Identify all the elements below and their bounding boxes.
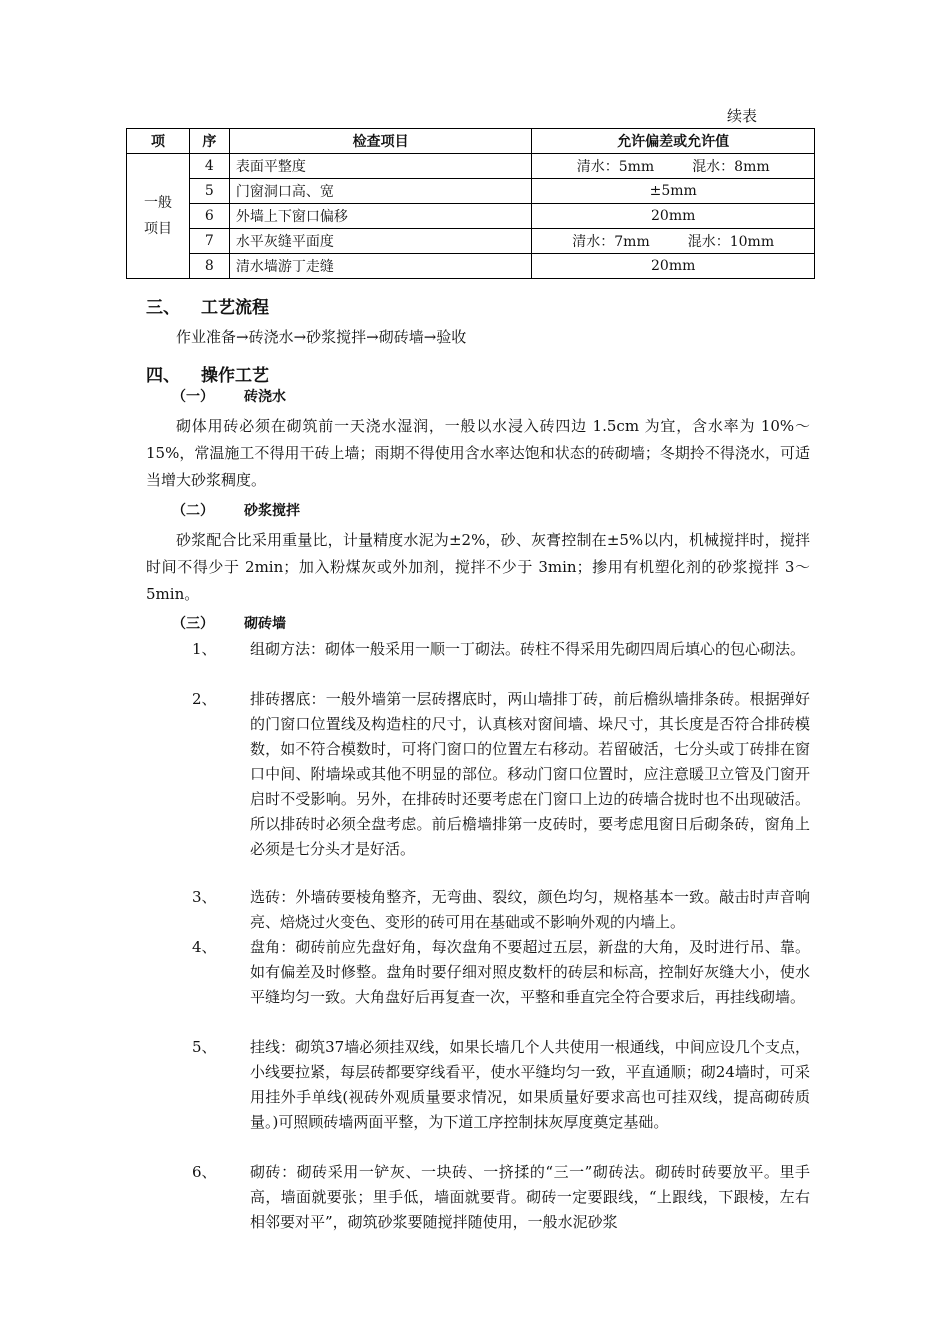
section-3-heading: 三、 工艺流程 <box>146 298 269 318</box>
col-header-category: 项 <box>127 129 190 154</box>
group-label: 一般 项目 <box>127 154 190 279</box>
sub-2-paragraph: 砂浆配合比采用重量比，计量精度水泥为±2%，砂、灰膏控制在±5%以内，机械搅拌时，搅拌时间不得少于 2min；加入粉煤灰或外加剂，搅拌不少于 3min；掺用有机塑化剂的砂浆搅拌 3～5min。 <box>146 531 810 603</box>
table-row <box>127 154 815 179</box>
sub-3-heading: （三） 砌砖墙 <box>172 616 286 632</box>
row-tolerance: 20mm <box>532 204 815 229</box>
table-row <box>127 229 815 254</box>
section-4-heading: 四、 操作工艺 <box>146 366 269 386</box>
row-no: 6 <box>189 204 229 229</box>
row-item: 门窗洞口高、宽 <box>229 179 532 204</box>
table-header-row <box>127 129 815 154</box>
row-tolerance: 清水：5mm 混水：8mm <box>532 154 815 179</box>
continued-label: 续表 <box>726 107 757 125</box>
col-header-no: 序 <box>189 129 229 154</box>
process-flow: 作业准备→砖浇水→砂浆搅拌→砌砖墙→验收 <box>176 328 467 346</box>
row-item: 水平灰缝平面度 <box>229 229 532 254</box>
table-row <box>127 254 815 279</box>
row-no: 5 <box>189 179 229 204</box>
row-no: 7 <box>189 229 229 254</box>
row-tolerance: 20mm <box>532 254 815 279</box>
sub-1-heading: （一） 砖浇水 <box>172 389 286 405</box>
row-tolerance: ±5mm <box>532 179 815 204</box>
row-tolerance: 清水：7mm 混水：10mm <box>532 229 815 254</box>
row-no: 8 <box>189 254 229 279</box>
col-header-tolerance: 允许偏差或允许值 <box>532 129 815 154</box>
table-row <box>127 179 815 204</box>
table-row <box>127 204 815 229</box>
row-item: 外墙上下窗口偏移 <box>229 204 532 229</box>
row-item: 清水墙游丁走缝 <box>229 254 532 279</box>
inspection-table <box>126 128 815 279</box>
document-page: 续表 项 序 检查项目 允许偏差或允许值 一般 项目 4 表面平整度 清水：5mm 混水：8mm 5 门窗洞口高、宽 ±5mm 6 外墙上下窗口偏移 20mm 7 水平灰缝平面度 清水：7mm 混水：10mm 8 清水墙游丁走缝 20mm 三、 工艺流程 作业准备→砖浇水→砂浆搅拌→砌砖墙→验收 四、 操作工艺 （一） 砖浇水 砌体用砖必须在砌筑前一天浇水湿润，一般以水浸入砖四边 1.5cm 为宜，含水率为 10%～15%，常温施工不得用干砖上墙；雨期不得使用含水率达饱和状态的砖砌墙；冬期拎不得浇水，可适当增大砂浆稠度。 （二） 砂浆搅拌 砂浆配合比采用重量比，计量精度水泥为±2%，砂、灰膏控制在±5%以内，机械搅拌时，搅拌时间不得少于 2min；加入粉煤灰或外加剂，搅拌不少于 3min；掺用有机塑化剂的砂浆搅拌 3～5min。 （三） 砌砖墙 1、 组砌方法：砌体一般采用一顺一丁砌法。砖柱不得采用先砌四周后填心的包心砌法。 2、 排砖撂底：一般外墙第一层砖撂底时，两山墙排丁砖，前后檐纵墙排条砖。根据弹好的门窗口位置线及构造柱的尺寸，认真核对窗间墙、垛尺寸，其长度是否符合排砖模数，如不符合模数时，可将门窗口的位置左右移动。若留破活，七分头或丁砖排在窗口中间、附墙垛或其他不明显的部位。移动门窗口位置时，应注意暖卫立管及门窗开启时不受影响。另外，在排砖时还要考虑在门窗口上边的砖墙合拢时也不出现破活。所以排砖时必须全盘考虑。前后檐墙排第一皮砖时，要考虑甩窗日后砌条砖，窗角上必须是七分头才是好活。 3、 选砖：外墙砖要棱角整齐，无弯曲、裂纹，颜色均匀，规格基本一致。敲击时声音响亮、焙烧过火变色、变形的砖可用在基础或不影响外观的内墙上。 4、 盘角：砌砖前应先盘好角，每次盘角不要超过五层，新盘的大角，及时进行吊、靠。如有偏差及时修整。盘角时要仔细对照皮数杆的砖层和标高，控制好灰缝大小，使水平缝均匀一致。大角盘好后再复查一次，平整和垂直完全符合要求后，再挂线砌墙。 5、 挂线：砌筑37墙必须挂双线，如果长墙几个人共使用一根通线，中间应设几个支点，小线要拉紧，每层砖都要穿线看平，使水平缝均匀一致，平直通顺；砌24墙时，可采用挂外手单线(视砖外观质量要求情况，如果质量好要求高也可挂双线，提高砌砖质量。)可照顾砖墙两面平整，为下道工序控制抹灰厚度奠定基础。 6、 砌砖：砌砖采用一铲灰、一块砖、一挤揉的“三一”砌砖法。砌砖时砖要放平。里手高，墙面就要张；里手低，墙面就要背。砌砖一定要跟线，“上跟线，下跟棱，左右相邻要对平”，砌筑砂浆要随搅拌随使用，一般水泥砂浆 <box>0 0 950 1344</box>
row-no: 4 <box>189 154 229 179</box>
col-header-item: 检查项目 <box>229 129 532 154</box>
row-item: 表面平整度 <box>229 154 532 179</box>
sub-1-paragraph: 砌体用砖必须在砌筑前一天浇水湿润，一般以水浸入砖四边 1.5cm 为宜，含水率为 10%～15%，常温施工不得用干砖上墙；雨期不得使用含水率达饱和状态的砖砌墙；冬期拎不得浇水，可适当增大砂浆稠度。 <box>146 417 810 489</box>
sub-2-heading: （二） 砂浆搅拌 <box>172 503 300 519</box>
